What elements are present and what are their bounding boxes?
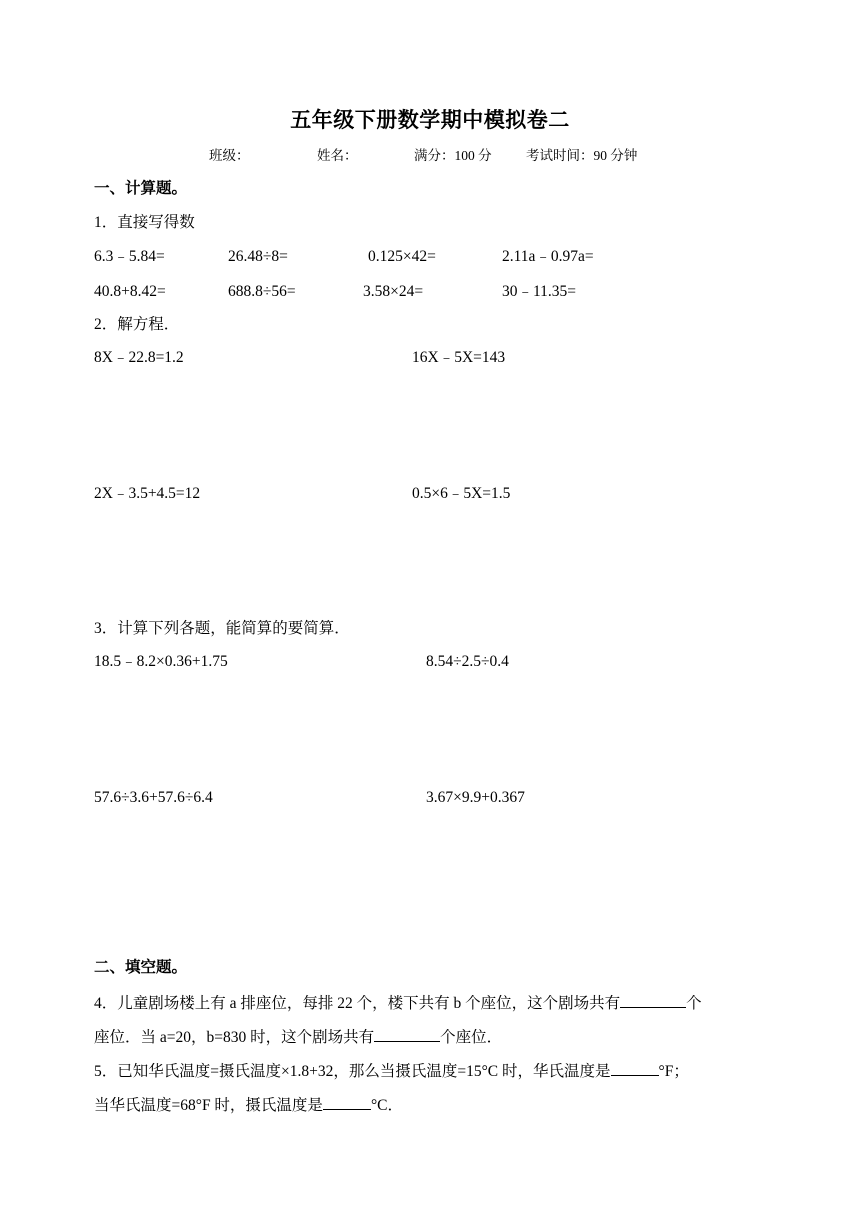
q2-equation: 8X﹣22.8=1.2	[94, 349, 184, 366]
q2-label: 2．解方程．	[94, 316, 180, 333]
q4-line1	[94, 991, 702, 1014]
q4-text: 个	[686, 995, 702, 1012]
answer-blank[interactable]	[620, 991, 686, 1008]
q1-item: 688.8÷56=	[228, 283, 296, 300]
q1-item: 30﹣11.35=	[502, 283, 577, 300]
q3-expression: 3.67×9.9+0.367	[426, 789, 525, 806]
q4-line2	[94, 1025, 502, 1048]
page-title: 五年级下册数学期中模拟卷二	[290, 108, 570, 132]
section2-heading: 二、填空题。	[94, 959, 188, 976]
q3-expression: 57.6÷3.6+57.6÷6.4	[94, 789, 213, 806]
q5-line1	[94, 1059, 689, 1082]
answer-blank[interactable]	[323, 1093, 371, 1110]
q1-item: 2.11a﹣0.97a=	[502, 248, 594, 265]
q4-text: 座位．当 a=20，b=830 时，这个剧场共有	[94, 1029, 375, 1046]
q5-text: 5．已知华氏温度=摄氏温度×1.8+32，那么当摄氏温度=15°C 时，华氏温度是	[94, 1063, 611, 1080]
q4-text: 个座位．	[440, 1029, 503, 1046]
q1-item: 26.48÷8=	[228, 248, 288, 265]
answer-blank[interactable]	[374, 1025, 440, 1042]
info-time: 考试时间：90 分钟	[526, 148, 638, 163]
q5-text: °F；	[658, 1063, 689, 1080]
q2-equation: 0.5×6﹣5X=1.5	[412, 485, 511, 502]
q5-text: °C．	[370, 1097, 403, 1114]
answer-blank[interactable]	[611, 1059, 659, 1076]
q5-text: 当华氏温度=68°F 时，摄氏温度是	[94, 1097, 323, 1114]
q2-equation: 2X﹣3.5+4.5=12	[94, 485, 201, 502]
q1-item: 3.58×24=	[363, 283, 424, 300]
info-score: 满分：100 分	[414, 148, 492, 163]
q3-expression: 8.54÷2.5÷0.4	[426, 653, 509, 670]
info-name: 姓名：	[317, 148, 358, 163]
info-class: 班级：	[209, 148, 250, 163]
q1-label: 1．直接写得数	[94, 214, 195, 231]
q1-item: 40.8+8.42=	[94, 283, 166, 300]
q1-item: 0.125×42=	[368, 248, 436, 265]
q3-expression: 18.5﹣8.2×0.36+1.75	[94, 653, 228, 670]
q1-item: 6.3﹣5.84=	[94, 248, 165, 265]
section1-heading: 一、计算题。	[94, 180, 188, 197]
q3-label: 3．计算下列各题，能简算的要简算．	[94, 620, 350, 637]
q4-text: 4．儿童剧场楼上有 a 排座位，每排 22 个，楼下共有 b 个座位，这个剧场共有	[94, 995, 621, 1012]
q2-equation: 16X﹣5X=143	[412, 349, 506, 366]
q5-line2	[94, 1093, 403, 1116]
